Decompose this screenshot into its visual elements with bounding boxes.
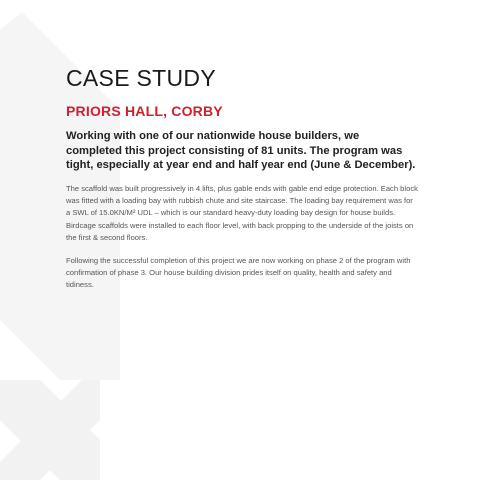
lead-paragraph: Working with one of our nationwide house builders, we completed this project consisting of 81 units. The program was tight, especially at year end and half year end (June & December).	[66, 130, 416, 171]
body-paragraph-1: The scaffold was built progressively in 4 lifts, plus gable ends with gable end edge protection. Each block was fitted with a loading bay with rubbish chute and site staircase. The loading bay requirement was for a SWL of 15.0KN/M² UDL – which is our standard heavy-duty loading bay design for house builds. Birdcage scaffolds were installed to each floor level, with back propping to the underside of the joists on the first & second floors.	[66, 183, 418, 243]
body-paragraph-2: Following the successful completion of this project we are now working on phase 2 of the program with confirmation of phase 3. Our house building division prides itself on quality, health and safety and tidiness.	[66, 255, 411, 290]
page-title: CASE STUDY	[66, 65, 216, 91]
case-study-content	[66, 64, 418, 292]
project-location-subtitle: PRIORS HALL, CORBY	[66, 103, 223, 119]
